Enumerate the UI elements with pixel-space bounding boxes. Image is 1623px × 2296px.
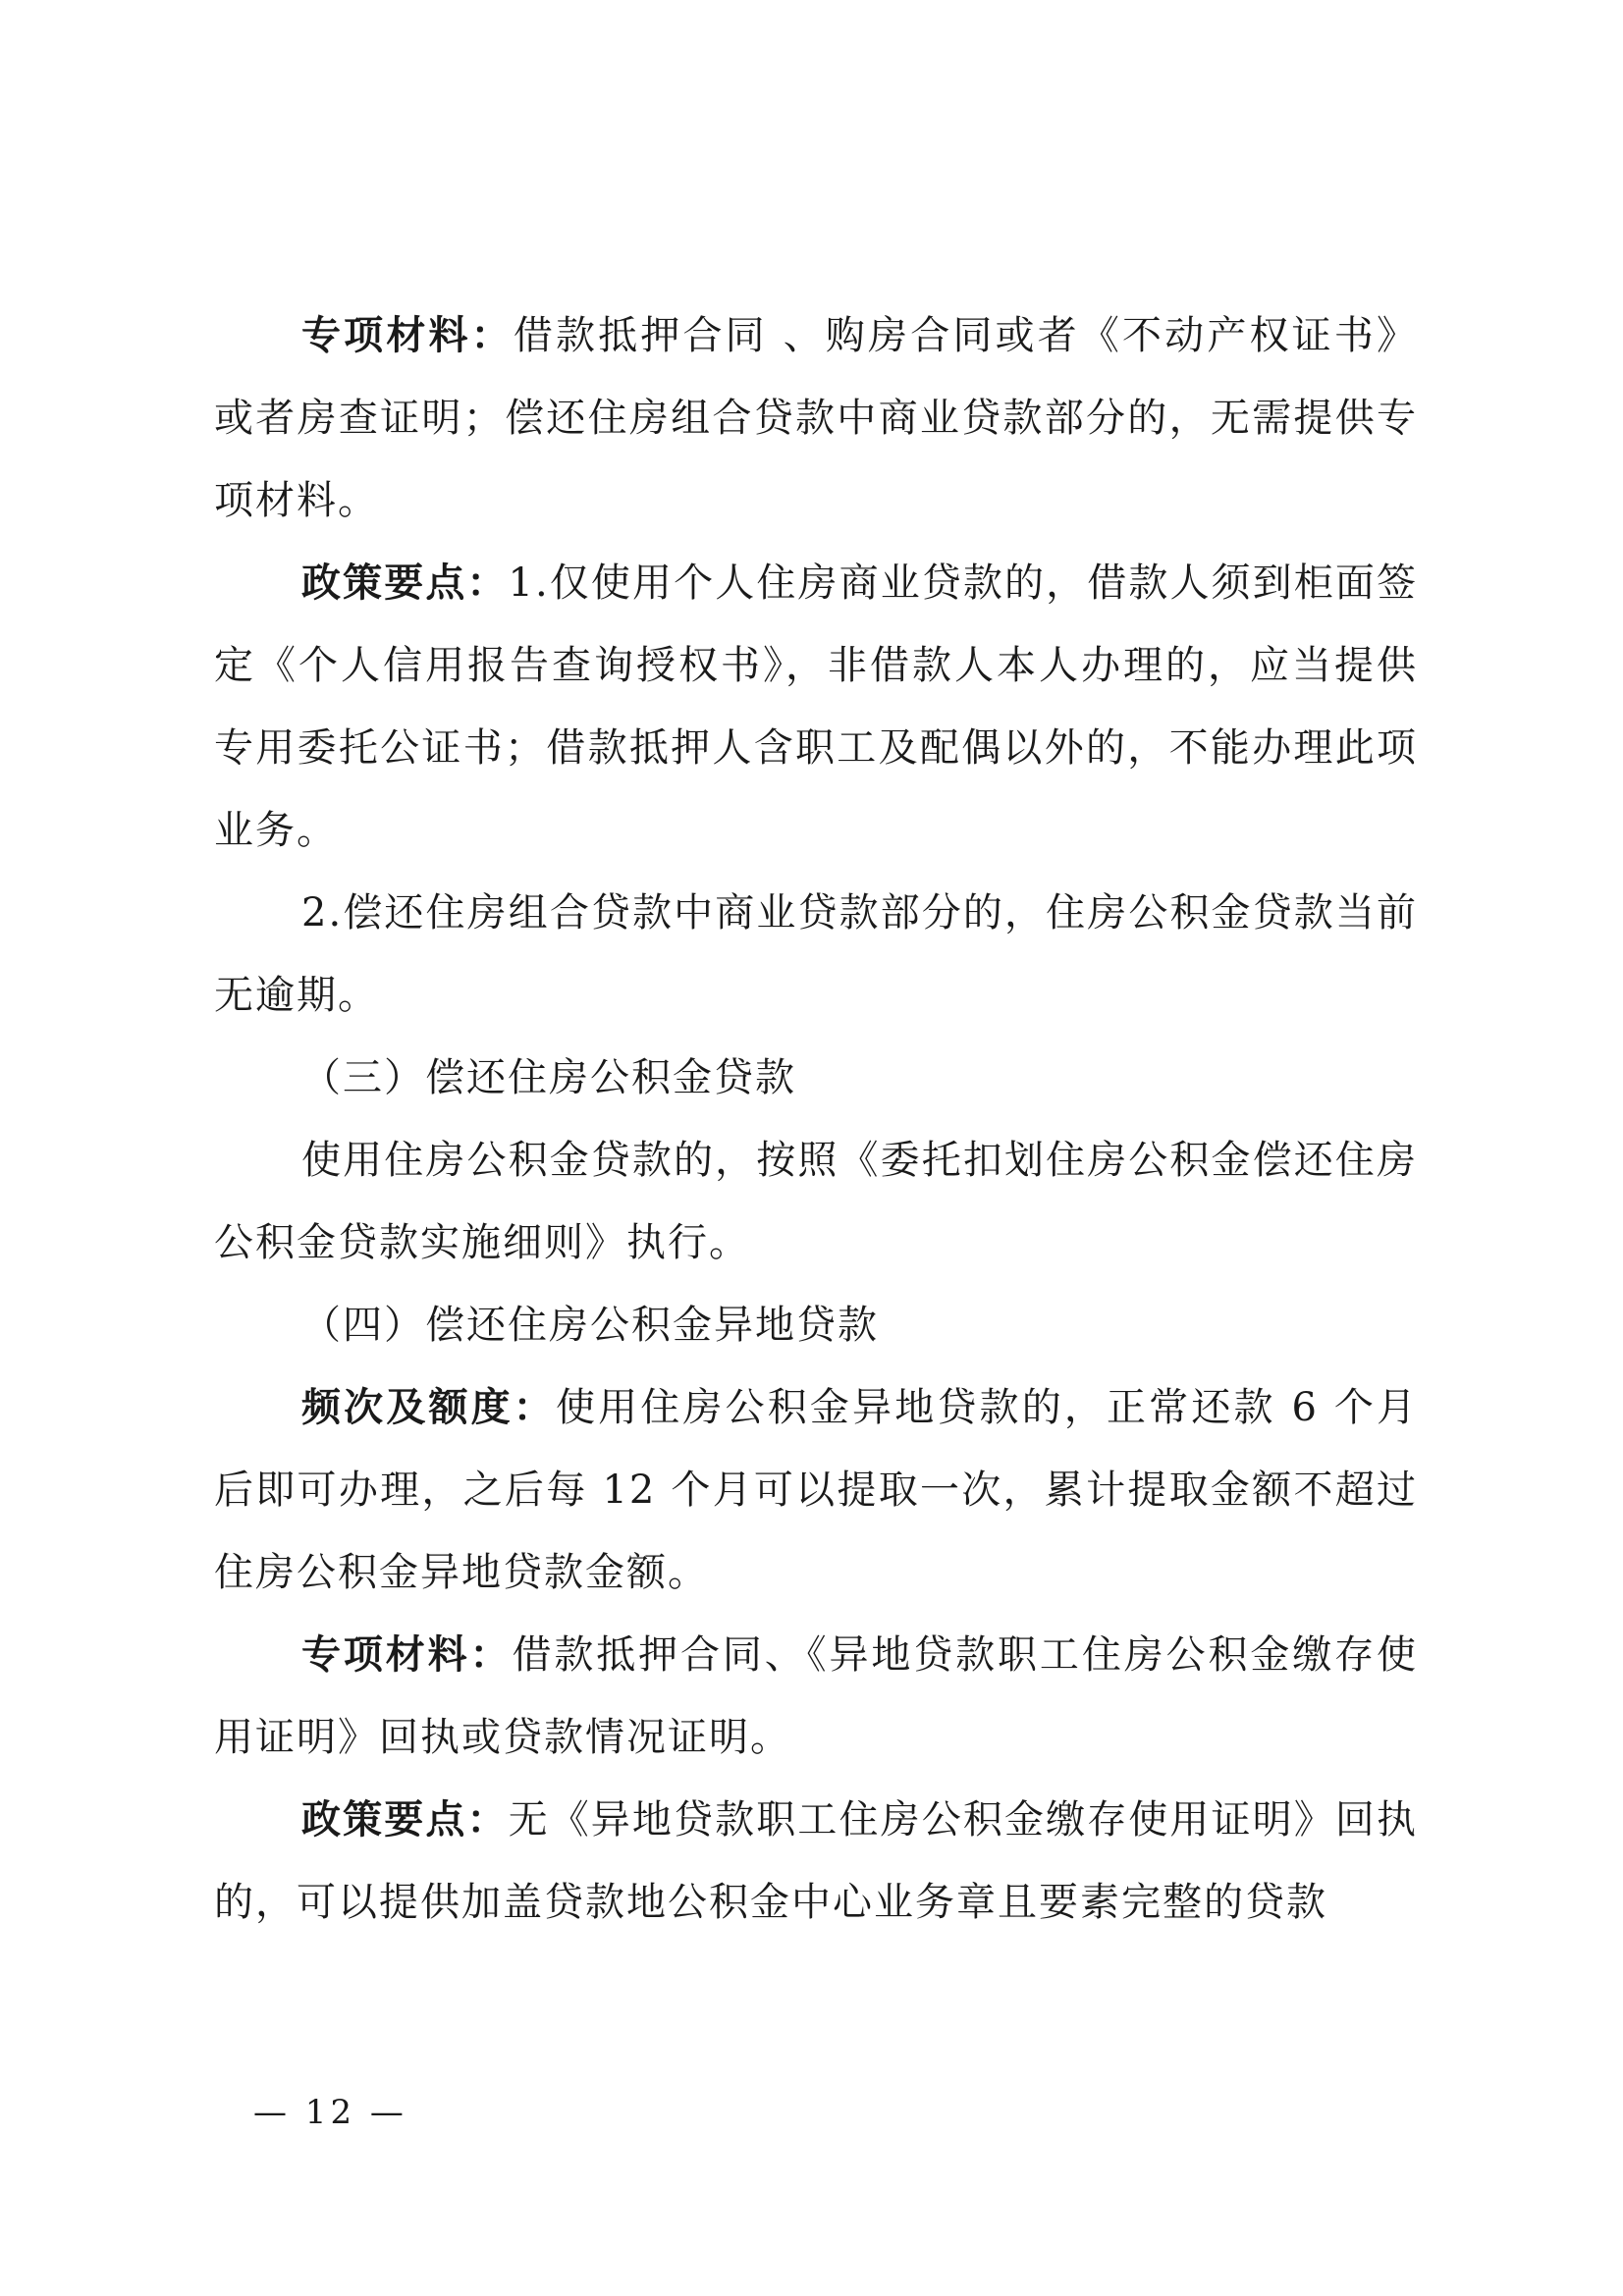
paragraph-text: 无《异地贷款职工住房公积金缴存使用证明》回执的，可以提供加盖贷款地公积金中心业务章且要素完整的贷款 xyxy=(214,1797,1419,1925)
paragraph-special-materials-1 xyxy=(214,294,1418,542)
paragraph-text: 2.偿还住房组合贷款中商业贷款部分的，住房公积金贷款当前无逾期。 xyxy=(214,890,1418,1018)
paragraph-label: 频次及额度： xyxy=(301,1384,556,1430)
paragraph-frequency-amount xyxy=(214,1366,1418,1614)
paragraph-text: 借款抵押合同 、购房合同或者《不动产权证书》或者房查证明；偿还住房组合贷款中商业贷款部分的，无需提供专项材料。 xyxy=(214,313,1419,523)
paragraph-text: 使用住房公积金贷款的，按照《委托扣划住房公积金偿还住房公积金贷款实施细则》执行。 xyxy=(214,1138,1418,1265)
paragraph-provident-loan xyxy=(214,1119,1418,1284)
paragraph-text: 借款抵押合同、《异地贷款职工住房公积金缴存使用证明》回执或贷款情况证明。 xyxy=(214,1632,1419,1760)
paragraph-text: 使用住房公积金异地贷款的，正常还款 6 个月后即可办理，之后每 12 个月可以提取一次，累计提取金额不超过住房公积金异地贷款金额。 xyxy=(214,1385,1418,1595)
paragraph-label: 专项材料： xyxy=(301,1631,513,1678)
paragraph-label: 政策要点： xyxy=(301,560,509,606)
paragraph-text: 1.仅使用个人住房商业贷款的，借款人须到柜面签定《个人信用报告查询授权书》，非借款人本人办理的，应当提供专用委托公证书；借款抵押人含职工及配偶以外的，不能办理此项业务。 xyxy=(214,561,1418,853)
paragraph-policy-points-2 xyxy=(214,1779,1418,1944)
paragraph-label: 专项材料： xyxy=(301,312,514,358)
document-body xyxy=(214,294,1418,1944)
paragraph-policy-points-1 xyxy=(214,542,1418,872)
paragraph-special-materials-2 xyxy=(214,1614,1418,1779)
paragraph-policy-point-2 xyxy=(214,872,1418,1037)
section-heading-3: （三）偿还住房公积金贷款 xyxy=(301,1055,796,1100)
paragraph-label: 政策要点： xyxy=(301,1796,509,1842)
page-number: — 12 — xyxy=(253,2093,407,2132)
section-heading-4: （四）偿还住房公积金异地贷款 xyxy=(301,1303,879,1348)
